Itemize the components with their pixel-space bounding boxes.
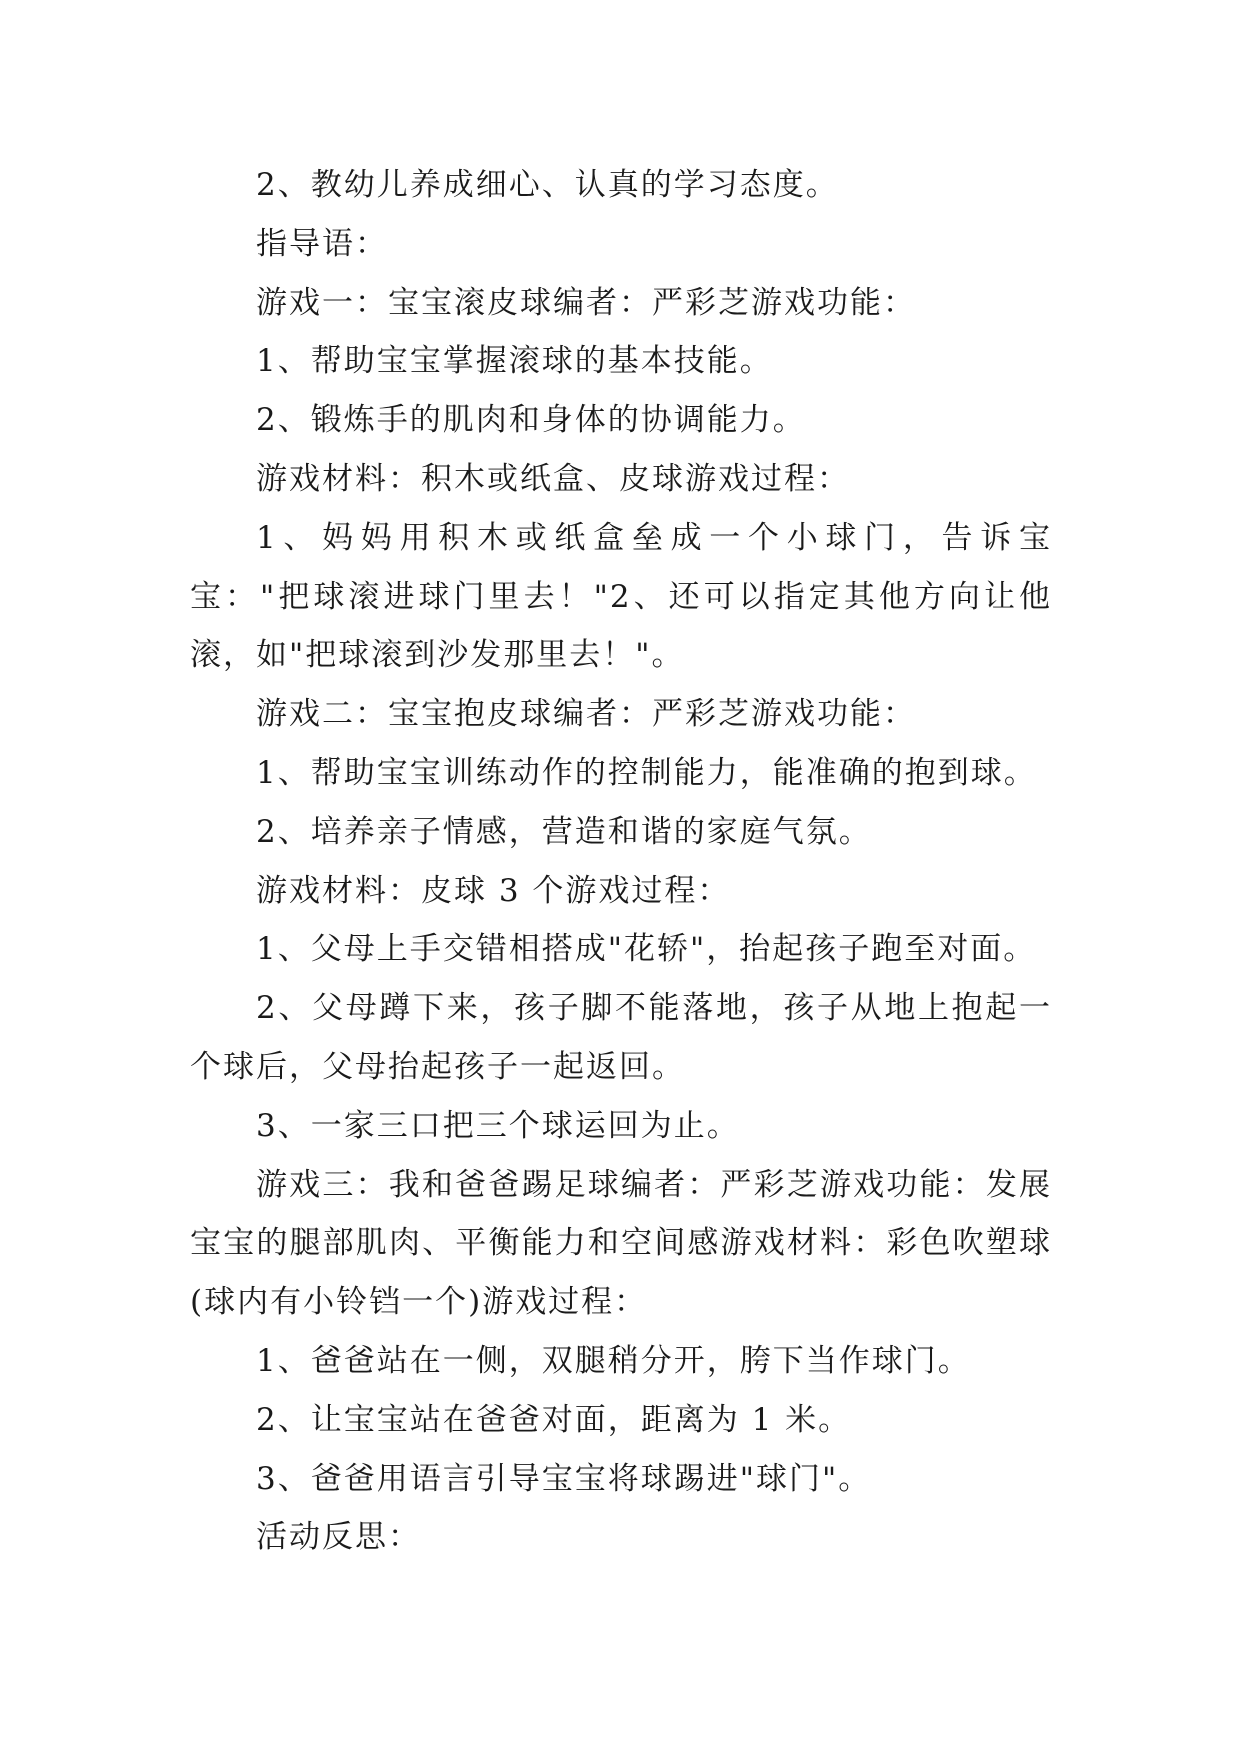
paragraph: 游戏一：宝宝滚皮球编者：严彩芝游戏功能： bbox=[256, 284, 916, 321]
paragraph: 游戏材料：积木或纸盒、皮球游戏过程： bbox=[256, 460, 850, 497]
document-body bbox=[190, 156, 1052, 1567]
paragraph: 指导语： bbox=[256, 225, 388, 262]
paragraph: 2、父母蹲下来，孩子脚不能落地，孩子从地上抱起一个球后，父母抬起孩子一起返回。 bbox=[190, 990, 1052, 1085]
paragraph: 活动反思： bbox=[256, 1519, 421, 1556]
paragraph: 游戏三：我和爸爸踢足球编者：严彩芝游戏功能：发展宝宝的腿部肌肉、平衡能力和空间感游戏材料：彩色吹塑球(球内有小铃铛一个)游戏过程： bbox=[190, 1166, 1052, 1321]
paragraph: 1、爸爸站在一侧，双腿稍分开，胯下当作球门。 bbox=[256, 1342, 971, 1379]
paragraph: 游戏二：宝宝抱皮球编者：严彩芝游戏功能： bbox=[256, 696, 916, 733]
paragraph: 游戏材料：皮球 3 个游戏过程： bbox=[256, 872, 731, 909]
paragraph: 2、教幼儿养成细心、认真的学习态度。 bbox=[256, 167, 839, 203]
paragraph: 1、帮助宝宝掌握滚球的基本技能。 bbox=[256, 343, 773, 380]
paragraph: 3、爸爸用语言引导宝宝将球踢进"球门"。 bbox=[256, 1460, 872, 1497]
paragraph: 2、让宝宝站在爸爸对面，距离为 1 米。 bbox=[256, 1401, 852, 1438]
paragraph: 3、一家三口把三个球运回为止。 bbox=[256, 1107, 740, 1144]
paragraph: 2、培养亲子情感，营造和谐的家庭气氛。 bbox=[256, 813, 872, 850]
paragraph: 1、父母上手交错相搭成"花轿"，抬起孩子跑至对面。 bbox=[256, 931, 1037, 968]
paragraph: 1、帮助宝宝训练动作的控制能力，能准确的抱到球。 bbox=[256, 754, 1037, 791]
paragraph: 1、妈妈用积木或纸盒垒成一个小球门，告诉宝宝："把球滚进球门里去！"2、还可以指定其他方向让他滚，如"把球滚到沙发那里去！"。 bbox=[190, 519, 1052, 674]
paragraph: 2、锻炼手的肌肉和身体的协调能力。 bbox=[256, 402, 806, 439]
